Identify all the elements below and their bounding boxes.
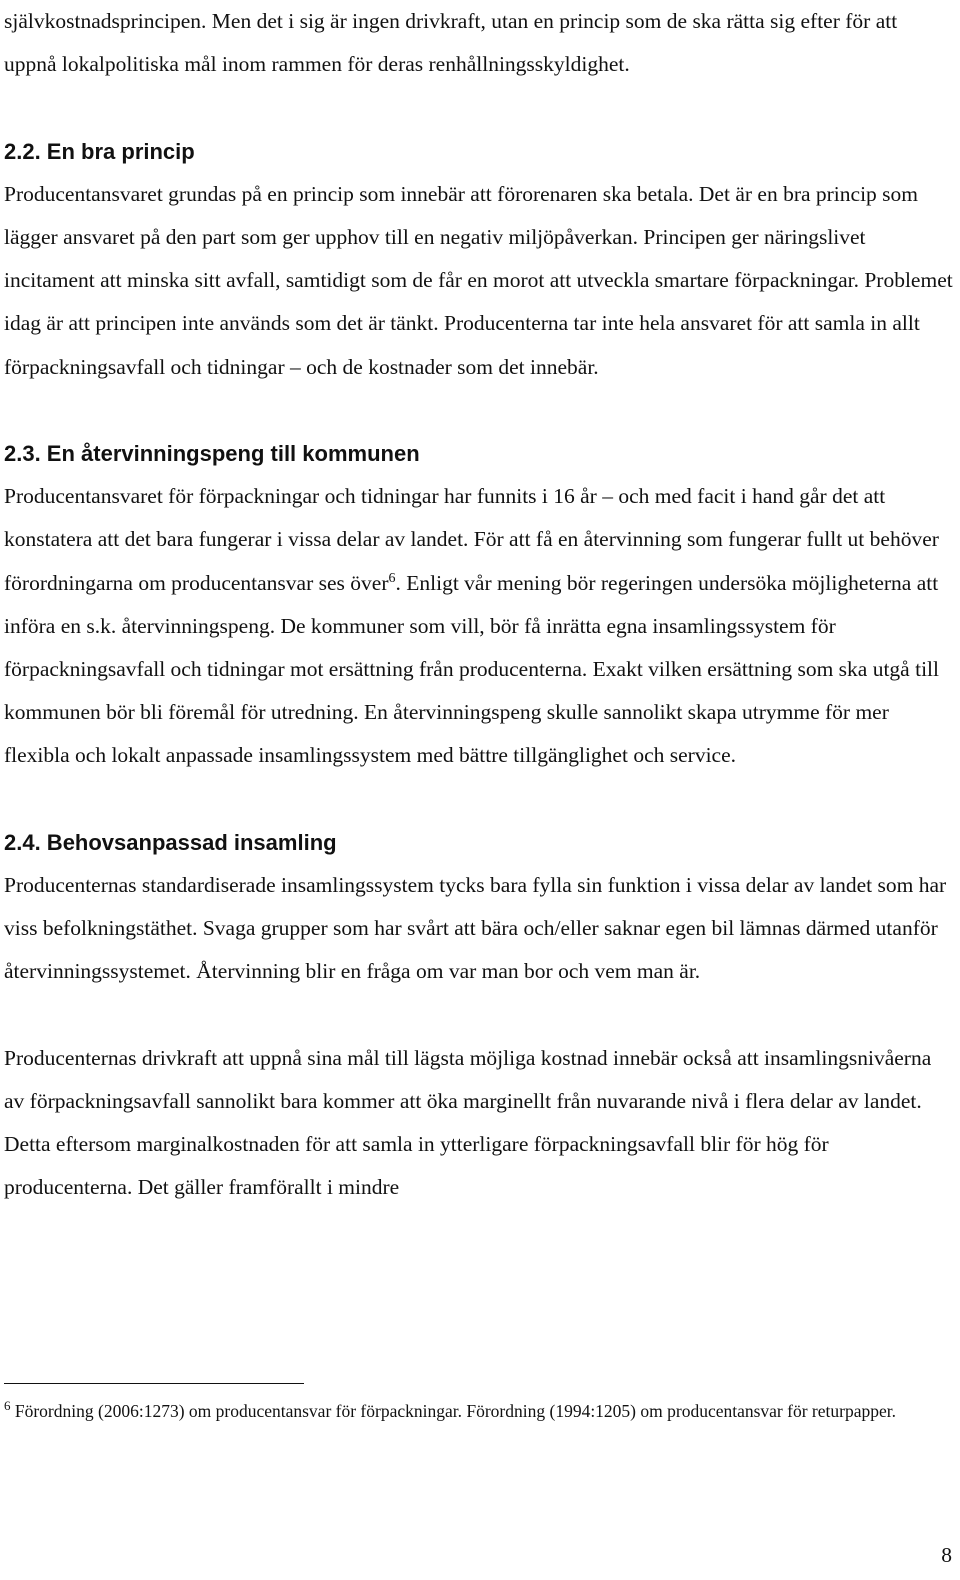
- footnote-reference[interactable]: 6: [388, 570, 396, 586]
- spacer: [4, 994, 954, 1037]
- section-2-3-heading: 2.3. En återvinningspeng till kommunen: [4, 441, 420, 466]
- section-2-4-heading: 2.4. Behovsanpassad insamling: [4, 829, 337, 855]
- section-2-3-paragraph: [4, 475, 954, 777]
- section-2-3-text-part-2: . Enligt vår mening bör regeringen undersöka möjligheterna att införa en s.k. återvinningspeng. De kommuner som vill, bör få inrätta egna insamlingssystem för förpackningsavfall och tidningar mot ersättning från producenterna. Exakt vilken ersättning som ska utgå till kommunen bör bli föremål för utredning. En återvinningspeng skulle sannolikt skapa utrymme för mer flexibla och lokalt anpassade insamlingssystem med bättre tillgänglighet och service.: [4, 570, 939, 768]
- footnote-number: 6: [4, 1398, 11, 1414]
- page-number: 8: [941, 1543, 952, 1567]
- footnote-divider: [4, 1383, 304, 1384]
- section-2-4-paragraph-1: Producenternas standardiserade insamlingssystem tycks bara fylla sin funktion i vissa delar av landet som har viss befolkningstäthet. Svaga grupper som har svårt att bära och/eller saknar egen bil lämnas därmed utanför återvinningssystemet. Återvinning blir en fråga om var man bor och vem man är.: [4, 873, 947, 984]
- section-2-2-heading: 2.2. En bra princip: [4, 138, 195, 164]
- footnote: [4, 1393, 954, 1430]
- spacer: [4, 389, 954, 432]
- spacer: [4, 86, 954, 129]
- section-2-2-paragraph: Producentansvaret grundas på en princip som innebär att förorenaren ska betala. Det är en bra princip som lägger ansvaret på den part som ger upphov till en negativ miljöpåverkan. Principen ger näringslivet incitament att minska sitt avfall, samtidigt som de får en morot att utveckla smartare förpackningar. Problemet idag är att principen inte används som det är tänkt. Producenterna tar inte hela ansvaret för att samla in allt förpackningsavfall och tidningar – och de kostnader som det innebär.: [4, 181, 953, 379]
- section-2-3-text-part-1: Producentansvaret för förpackningar och tidningar har funnits i 16 år – och med facit i hand går det att konstatera att det bara fungerar i vissa delar av landet. För att få en återvinning som fungerar fullt ut behöver förordningarna om producentansvar ses över: [4, 484, 939, 595]
- footnote-text: Förordning (2006:1273) om producentansvar för förpackningar. Förordning (1994:1205) om producentansvar för returpapper.: [14, 1401, 896, 1421]
- section-2-4-paragraph-2: Producenternas drivkraft att uppnå sina mål till lägsta möjliga kostnad innebär också att insamlingsnivåerna av förpackningsavfall sannolikt bara kommer att öka marginellt från nuvarande nivå i flera delar av landet. Detta eftersom marginalkostnaden för att samla in ytterligare förpackningsavfall blir för hög för producenterna. Det gäller framförallt i mindre: [4, 1045, 932, 1200]
- intro-paragraph: självkostnadsprincipen. Men det i sig är ingen drivkraft, utan en princip som de ska rätta sig efter för att uppnå lokalpolitiska mål inom rammen för deras renhållningsskyldighet.: [4, 9, 898, 77]
- spacer: [4, 778, 954, 821]
- document-page: [4, 0, 954, 1210]
